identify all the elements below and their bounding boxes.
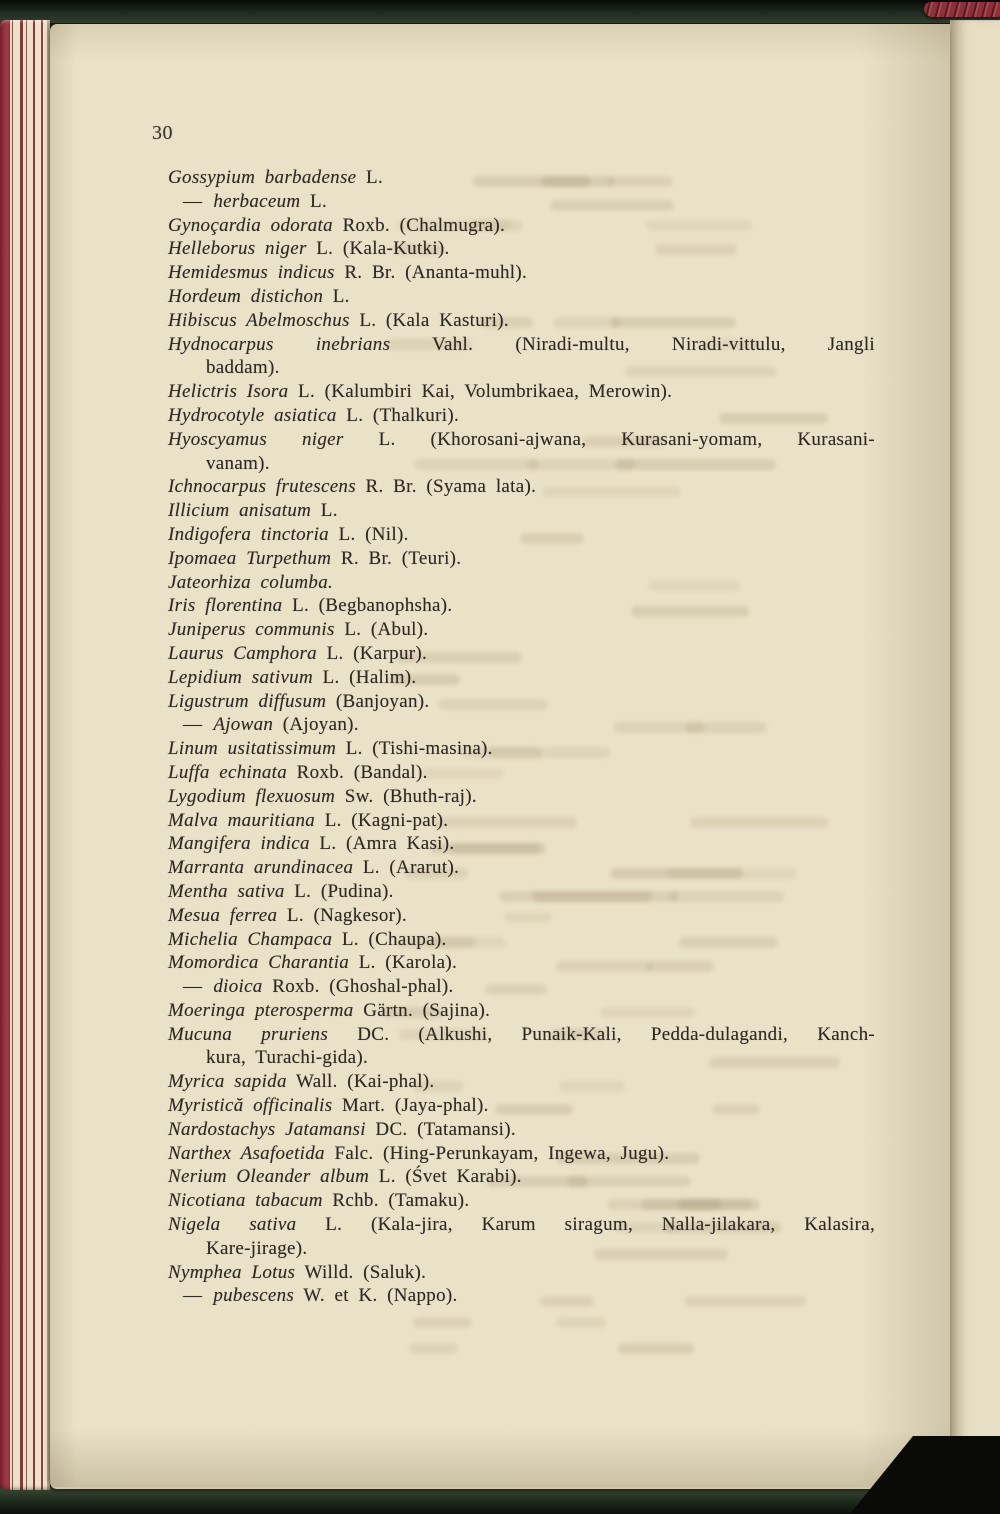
entry-line: Lygodium flexuosum Sw. (Bhuth-raj).	[168, 785, 477, 807]
entry-line: Ipomaea Turpethum R. Br. (Teuri).	[168, 547, 462, 569]
entry-line: — herbaceum L.	[183, 190, 328, 212]
entry-line: Mangifera indica L. (Amra Kasi).	[168, 833, 455, 855]
entry-line: Mentha sativa L. (Pudina).	[168, 880, 394, 902]
entry-line: — pubescens W. et K. (Nappo).	[183, 1285, 458, 1307]
entry-line: baddam).	[206, 357, 280, 379]
entry-line: vanam).	[206, 452, 270, 474]
entry-line: Momordica Charantia L. (Karola).	[168, 952, 458, 974]
entry-line: Iris florentina L. (Begbanophsha).	[168, 595, 453, 617]
entry-line: Hyoscyamus niger L. (Khorosani-ajwana, Kurasani-yomam, Kurasani-	[168, 428, 875, 450]
entry-line: Myrica sapida Wall. (Kai-phal).	[168, 1071, 435, 1093]
entry-line: Lepidium sativum L. (Halim).	[168, 666, 417, 688]
entry-line: Nicotiana tabacum Rchb. (Tamaku).	[168, 1190, 470, 1212]
entry-line: Ligustrum diffusum (Banjoyan).	[168, 690, 430, 712]
book-cover-top	[0, 0, 1000, 23]
entry-line: Nymphea Lotus Willd. (Saluk).	[168, 1261, 427, 1283]
entry-line: kura, Turachi-gida).	[206, 1047, 369, 1069]
entry-line: Hordeum distichon L.	[168, 285, 350, 307]
entry-line: Luffa echinata Roxb. (Bandal).	[168, 761, 428, 783]
entry-line: Indigofera tinctoria L. (Nil).	[168, 523, 409, 545]
entry-line: Moeringa pterosperma Gärtn. (Sajina).	[168, 999, 491, 1021]
entry-line: Helleborus niger L. (Kala-Kutki).	[168, 238, 450, 260]
entry-line: Nardostachys Jatamansi DC. (Tatamansi).	[168, 1118, 516, 1140]
entry-line: Helictris Isora L. (Kalumbiri Kai, Volumbrikaea, Merowin).	[168, 381, 673, 403]
entry-line: Michelia Champaca L. (Chaupa).	[168, 928, 447, 950]
entry-line: Ichnocarpus frutescens R. Br. (Syama lata).	[168, 476, 537, 498]
entry-line: Juniperus communis L. (Abul).	[168, 619, 429, 641]
next-page-sliver	[950, 20, 1000, 1470]
entry-line: Illicium anisatum L.	[168, 500, 338, 522]
entry-line: Nerium Oleander album L. (Śvet Karabi).	[168, 1166, 522, 1188]
entry-line: Myristică officinalis Mart. (Jaya-phal).	[168, 1095, 489, 1117]
entry-line: — Ajowan (Ajoyan).	[183, 714, 359, 736]
entry-line: Hemidesmus indicus R. Br. (Ananta-muhl).	[168, 262, 528, 284]
entry-line: Gynoçardia odorata Roxb. (Chalmugra).	[168, 214, 506, 236]
entry-line: Hydnocarpus inebrians Vahl. (Niradi-multu, Niradi-vittulu, Jangli	[168, 333, 875, 355]
entry-line: Hydrocotyle asiatica L. (Thalkuri).	[168, 404, 459, 426]
entry-line: Hibiscus Abelmoschus L. (Kala Kasturi).	[168, 309, 509, 331]
entry-line: Kare-jirage).	[206, 1237, 308, 1259]
entry-line: Gossypium barbadense L.	[168, 167, 383, 188]
entry-line: Narthex Asafoetida Falc. (Hing-Perunkayam, Ingewa, Jugu).	[168, 1142, 670, 1164]
book-cover-bottom	[0, 1487, 1000, 1514]
entry-line: Marranta arundinacea L. (Ararut).	[168, 857, 460, 879]
left-page-edges	[0, 20, 50, 1490]
entry-line: — dioica Roxb. (Ghoshal-phal).	[183, 976, 454, 998]
plant-list	[168, 166, 875, 1308]
entry-line: Laurus Camphora L. (Karpur).	[168, 642, 428, 664]
entry-line: Nigela sativa L. (Kala-jira, Karum siragum, Nalla-jilakara, Kalasira,	[168, 1214, 876, 1236]
entry-line: Mucuna pruriens DC. (Alkushi, Punaik-Kali, Pedda-dulagandi, Kanch-	[168, 1023, 875, 1045]
page-number: 30	[152, 122, 173, 144]
entry-line: Jateorhiza columba.	[168, 571, 334, 593]
red-page-edges-top-right-icon	[924, 2, 1000, 17]
current-page	[50, 24, 950, 1487]
entry-line: Malva mauritiana L. (Kagni-pat).	[168, 809, 449, 831]
entry-line: Mesua ferrea L. (Nagkesor).	[168, 904, 407, 926]
entry-line: Linum usitatissimum L. (Tishi-masina).	[168, 738, 493, 760]
